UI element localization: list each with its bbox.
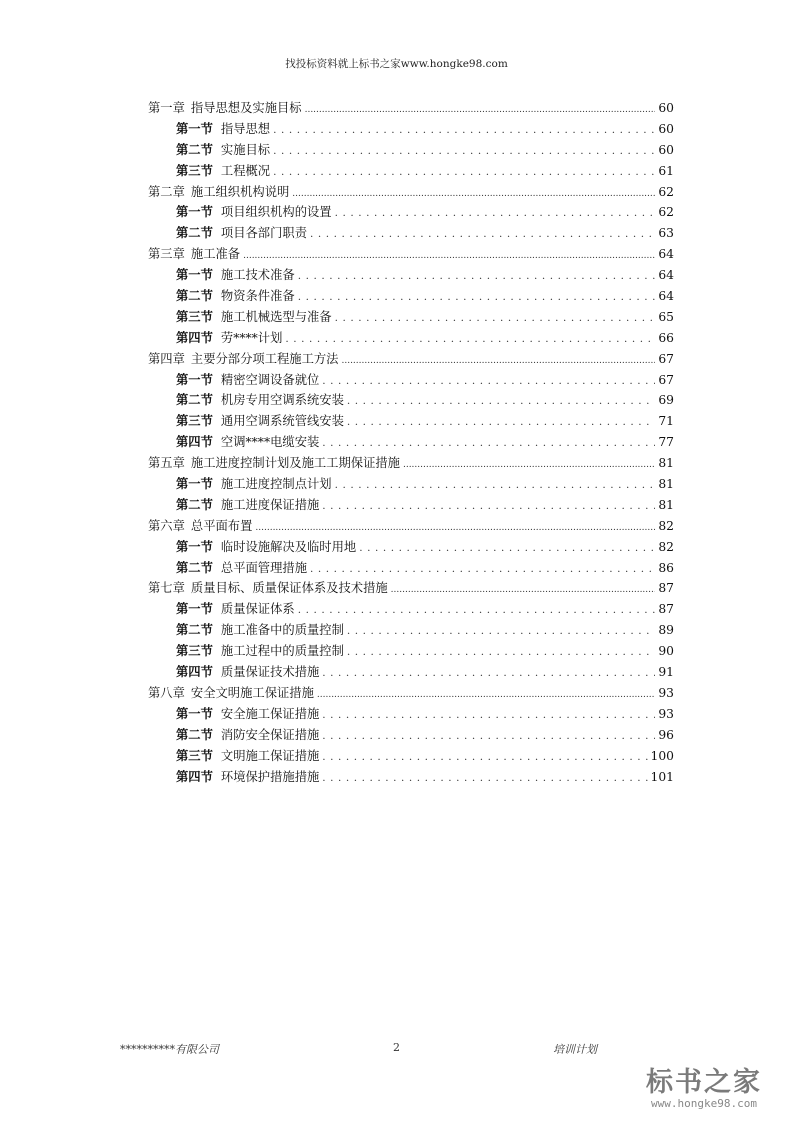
toc-entry-title: 施工准备 <box>190 247 241 262</box>
toc-entry-number: 第一节 <box>176 371 213 387</box>
toc-entry-page: 60 <box>658 121 674 136</box>
toc-entry-leader <box>273 161 655 183</box>
watermark-logo <box>629 1060 779 1110</box>
toc-entry-title: 临时设施解决及临时用地 <box>220 539 357 554</box>
toc-entry-section[interactable] <box>148 641 674 662</box>
toc-entry-leader <box>391 578 656 601</box>
toc-entry-number: 第三节 <box>176 308 213 324</box>
toc-entry-page: 61 <box>658 163 674 178</box>
toc-entry-section[interactable] <box>148 119 674 140</box>
toc-entry-page: 62 <box>658 184 674 199</box>
toc-entry-number: 第三节 <box>176 747 213 763</box>
footer-page-number: 2 <box>393 1041 400 1054</box>
toc-entry-number: 第一节 <box>176 476 213 492</box>
toc-entry-page: 93 <box>658 685 674 700</box>
toc-entry-number: 第四节 <box>176 329 213 345</box>
toc-entry-section[interactable] <box>148 620 674 641</box>
toc-entry-number: 第四节 <box>176 434 213 450</box>
toc-entry-page: 66 <box>658 330 674 345</box>
toc-entry-section[interactable] <box>148 328 674 349</box>
toc-entry-number: 第二节 <box>176 622 213 638</box>
toc-entry-section[interactable] <box>148 140 674 161</box>
toc-entry-section[interactable] <box>148 202 674 223</box>
toc-entry-leader <box>347 390 655 412</box>
toc-entry-leader <box>335 474 656 496</box>
toc-entry-page: 60 <box>658 142 674 157</box>
toc-entry-leader <box>347 620 655 642</box>
toc-entry-number: 第一章 <box>148 101 185 115</box>
toc-entry-section[interactable] <box>148 161 674 182</box>
toc-entry-number: 第二节 <box>176 392 213 408</box>
toc-entry-section[interactable] <box>148 307 674 328</box>
toc-entry-title: 施工组织机构说明 <box>190 184 290 199</box>
toc-entry-leader <box>255 516 655 539</box>
toc-entry-page: 67 <box>658 372 674 387</box>
toc-entry-leader <box>322 662 655 684</box>
toc-entry-leader <box>335 307 656 329</box>
toc-entry-page: 81 <box>658 456 674 471</box>
toc-entry-section[interactable] <box>148 495 674 516</box>
toc-entry-number: 第一节 <box>176 120 213 136</box>
toc-entry-title: 劳****计划 <box>220 330 283 345</box>
toc-entry-page: 86 <box>658 560 674 575</box>
toc-entry-page: 81 <box>658 497 674 512</box>
toc-entry-title: 文明施工保证措施 <box>220 748 320 763</box>
toc-entry-section[interactable] <box>148 286 674 307</box>
toc-entry-leader <box>322 767 647 789</box>
toc-entry-leader <box>322 432 655 454</box>
toc-entry-page: 64 <box>658 247 674 262</box>
page-header: 找投标资料就上标书之家www.hongke98.com <box>285 58 508 70</box>
toc-entry-title: 质量目标、质量保证体系及技术措施 <box>190 581 388 596</box>
toc-entry-number: 第八章 <box>148 685 185 700</box>
toc-entry-number: 第二节 <box>176 288 213 304</box>
toc-entry-chapter[interactable] <box>148 683 674 704</box>
toc-entry-number: 第二章 <box>148 184 185 199</box>
toc-entry-number: 第二节 <box>176 225 213 241</box>
toc-entry-chapter[interactable] <box>148 98 674 119</box>
toc-entry-leader <box>347 641 655 663</box>
toc-entry-title: 施工技术准备 <box>220 268 295 283</box>
toc-entry-section[interactable] <box>148 662 674 683</box>
toc-entry-title: 项目各部门职责 <box>220 226 307 241</box>
toc-entry-title: 施工过程中的质量控制 <box>220 644 344 659</box>
toc-entry-leader <box>403 453 655 476</box>
toc-entry-chapter[interactable] <box>148 578 674 599</box>
toc-entry-chapter[interactable] <box>148 516 674 537</box>
toc-entry-leader <box>298 286 656 308</box>
toc-entry-chapter[interactable] <box>148 244 674 265</box>
toc-entry-leader <box>341 349 655 372</box>
toc-entry-number: 第四节 <box>176 664 213 680</box>
toc-entry-section[interactable] <box>148 432 674 453</box>
toc-entry-page: 62 <box>658 205 674 220</box>
toc-entry-number: 第二节 <box>176 559 213 575</box>
toc-entry-number: 第一节 <box>176 267 213 283</box>
toc-entry-section[interactable] <box>148 704 674 725</box>
toc-entry-page: 96 <box>658 727 674 742</box>
toc-entry-title: 施工进度控制计划及施工工期保证措施 <box>190 456 400 471</box>
toc-entry-number: 第一节 <box>176 705 213 721</box>
toc-entry-leader <box>317 683 655 706</box>
toc-entry-page: 77 <box>658 435 674 450</box>
toc-entry-number: 第一节 <box>176 204 213 220</box>
toc-entry-leader <box>310 558 655 580</box>
toc-entry-section[interactable] <box>148 411 674 432</box>
toc-entry-section[interactable] <box>148 746 674 767</box>
toc-entry-section[interactable] <box>148 537 674 558</box>
toc-entry-number: 第三节 <box>176 413 213 429</box>
toc-entry-title: 安全文明施工保证措施 <box>190 685 314 700</box>
toc-entry-leader <box>322 725 655 747</box>
toc-entry-section[interactable] <box>148 474 674 495</box>
toc-entry-title: 总平面管理措施 <box>220 560 307 575</box>
toc-entry-title: 施工准备中的质量控制 <box>220 623 344 638</box>
toc-entry-page: 91 <box>658 665 674 680</box>
toc-entry-section[interactable] <box>148 390 674 411</box>
toc-entry-leader <box>273 140 655 162</box>
toc-entry-leader <box>285 328 655 350</box>
toc-entry-chapter[interactable] <box>148 182 674 203</box>
toc-entry-leader <box>310 223 655 245</box>
toc-entry-title: 物资条件准备 <box>220 289 295 304</box>
toc-entry-title: 通用空调系统管线安装 <box>220 414 344 429</box>
toc-entry-leader <box>243 244 655 267</box>
toc-entry-section[interactable] <box>148 558 674 579</box>
toc-entry-leader <box>292 182 655 205</box>
toc-entry-chapter[interactable] <box>148 349 674 370</box>
toc-entry-page: 89 <box>658 623 674 638</box>
toc-entry-page: 69 <box>658 393 674 408</box>
toc-entry-title: 项目组织机构的设置 <box>220 205 332 220</box>
toc-entry-page: 100 <box>650 748 674 763</box>
toc-entry-number: 第五章 <box>148 456 185 471</box>
toc-entry-number: 第六章 <box>148 518 185 533</box>
toc-entry-number: 第二节 <box>176 726 213 742</box>
toc-entry-title: 精密空调设备就位 <box>220 372 320 387</box>
toc-entry-title: 安全施工保证措施 <box>220 706 320 721</box>
toc-entry-page: 101 <box>650 769 674 784</box>
toc-entry-leader <box>347 411 655 433</box>
toc-entry-number: 第四章 <box>148 351 185 366</box>
toc-entry-number: 第二节 <box>176 496 213 512</box>
toc-entry-page: 87 <box>658 581 674 596</box>
toc-entry-number: 第二节 <box>176 141 213 157</box>
toc-entry-page: 64 <box>658 268 674 283</box>
toc-entry-leader <box>322 704 655 726</box>
toc-entry-title: 施工进度控制点计划 <box>220 477 332 492</box>
footer-doc-title: 培训计划 <box>553 1043 597 1056</box>
toc-entry-title: 施工进度保证措施 <box>220 497 320 512</box>
toc-entry-title: 指导思想及实施目标 <box>190 101 302 115</box>
toc-entry-section[interactable] <box>148 265 674 286</box>
toc-entry-leader <box>298 599 656 621</box>
toc-entry-title: 工程概况 <box>220 163 271 178</box>
toc-entry-page: 93 <box>658 706 674 721</box>
toc-entry-number: 第三节 <box>176 643 213 659</box>
toc-entry-number: 第一节 <box>176 601 213 617</box>
toc-entry-leader <box>298 265 656 287</box>
toc-entry-leader <box>305 98 656 121</box>
toc-entry-number: 第一节 <box>176 538 213 554</box>
toc-entry-title: 总平面布置 <box>190 518 253 533</box>
toc-entry-title: 质量保证技术措施 <box>220 665 320 680</box>
toc-entry-page: 87 <box>658 602 674 617</box>
toc-entry-title: 消防安全保证措施 <box>220 727 320 742</box>
toc-entry-leader <box>335 202 656 224</box>
table-of-contents <box>148 98 674 787</box>
toc-entry-title: 主要分部分项工程施工方法 <box>190 351 339 366</box>
toc-entry-number: 第三节 <box>176 162 213 178</box>
toc-entry-title: 实施目标 <box>220 142 271 157</box>
watermark-url: www.hongke98.com <box>651 1097 757 1110</box>
toc-entry-leader <box>322 746 647 768</box>
toc-entry-page: 65 <box>658 309 674 324</box>
toc-entry-title: 施工机械选型与准备 <box>220 309 332 324</box>
toc-entry-page: 64 <box>658 289 674 304</box>
toc-entry-page: 63 <box>658 226 674 241</box>
toc-entry-title: 空调****电缆安装 <box>220 435 320 450</box>
toc-entry-section[interactable] <box>148 370 674 391</box>
toc-entry-number: 第三章 <box>148 247 185 262</box>
toc-entry-page: 60 <box>658 101 674 115</box>
toc-entry-page: 81 <box>658 477 674 492</box>
toc-entry-section[interactable] <box>148 767 674 788</box>
toc-entry-page: 82 <box>658 539 674 554</box>
toc-entry-title: 环境保护措施措施 <box>220 769 320 784</box>
toc-entry-chapter[interactable] <box>148 453 674 474</box>
watermark-title: 标书之家 <box>646 1067 762 1098</box>
toc-entry-title: 机房专用空调系统安装 <box>220 393 344 408</box>
toc-entry-number: 第四节 <box>176 768 213 784</box>
toc-entry-page: 82 <box>658 518 674 533</box>
toc-entry-title: 质量保证体系 <box>220 602 295 617</box>
toc-entry-section[interactable] <box>148 599 674 620</box>
toc-entry-title: 指导思想 <box>220 121 271 136</box>
toc-entry-section[interactable] <box>148 725 674 746</box>
toc-entry-leader <box>359 537 655 559</box>
toc-entry-section[interactable] <box>148 223 674 244</box>
toc-entry-page: 90 <box>658 644 674 659</box>
toc-entry-page: 71 <box>658 414 674 429</box>
toc-entry-number: 第七章 <box>148 581 185 596</box>
toc-entry-page: 67 <box>658 351 674 366</box>
footer-company: **********有限公司 <box>120 1043 219 1056</box>
toc-entry-leader <box>322 370 655 392</box>
toc-entry-leader <box>322 495 655 517</box>
toc-entry-leader <box>273 119 655 141</box>
